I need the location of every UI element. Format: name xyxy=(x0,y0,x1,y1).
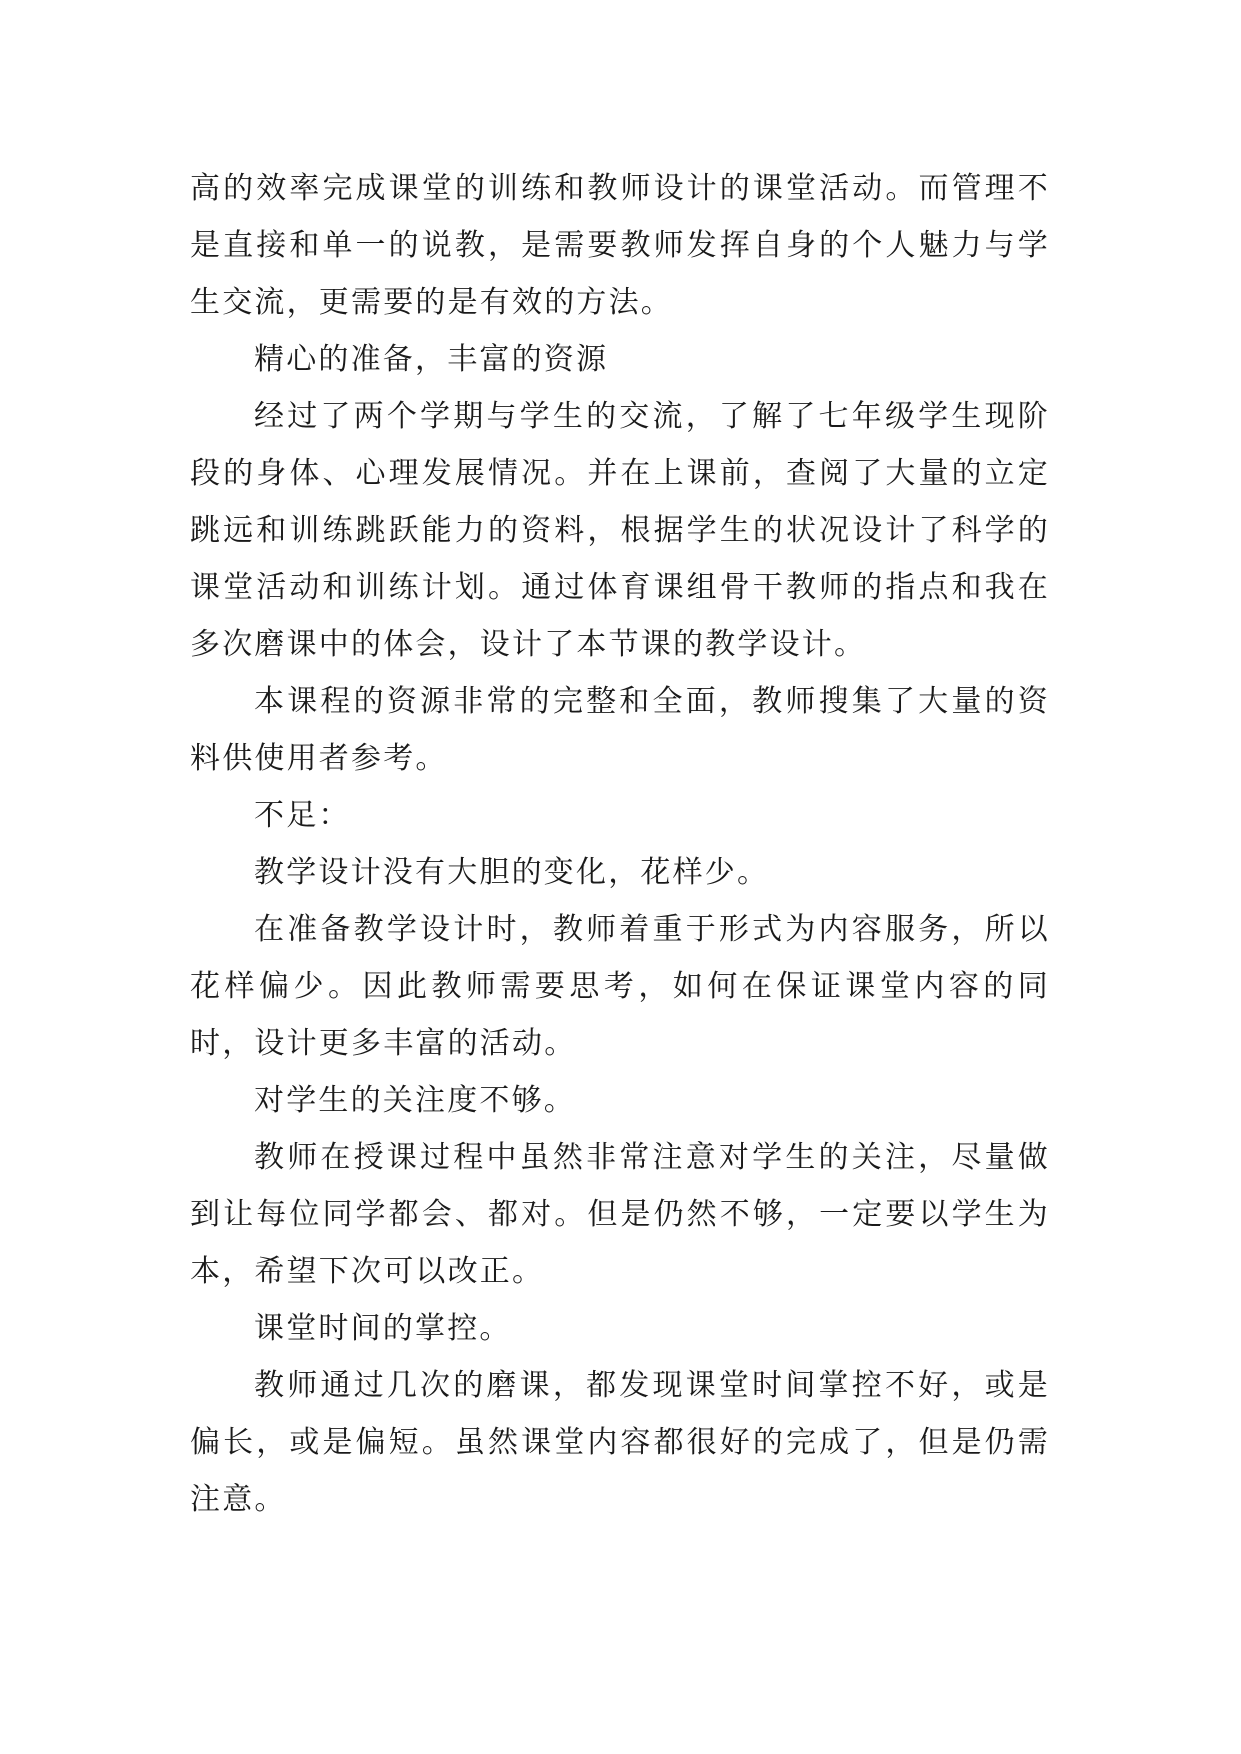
subheading-design: 教学设计没有大胆的变化，花样少。 xyxy=(254,855,770,890)
subheading-attention: 对学生的关注度不够。 xyxy=(254,1083,576,1118)
paragraph-time: 教师通过几次的磨课，都发现课堂时间掌控不好，或是偏长，或是偏短。虽然课堂内容都很好的完成了，但是仍需注意。 xyxy=(190,1368,1050,1517)
paragraph-continuation: 高的效率完成课堂的训练和教师设计的课堂活动。而管理不是直接和单一的说教，是需要教师发挥自身的个人魅力与学生交流，更需要的是有效的方法。 xyxy=(190,171,1050,320)
subheading-time: 课堂时间的掌控。 xyxy=(254,1311,512,1346)
paragraph-attention: 教师在授课过程中虽然非常注意对学生的关注，尽量做到让每位同学都会、都对。但是仍然不够，一定要以学生为本，希望下次可以改正。 xyxy=(190,1140,1050,1289)
paragraph-resources: 本课程的资源非常的完整和全面，教师搜集了大量的资料供使用者参考。 xyxy=(190,684,1050,776)
section-heading-shortcomings: 不足： xyxy=(254,798,351,833)
document-body xyxy=(190,160,1050,1528)
section-heading-preparation: 精心的准备，丰富的资源 xyxy=(254,342,609,377)
paragraph-design: 在准备教学设计时，教师着重于形式为内容服务，所以花样偏少。因此教师需要思考，如何在保证课堂内容的同时，设计更多丰富的活动。 xyxy=(190,912,1050,1061)
paragraph-preparation: 经过了两个学期与学生的交流，了解了七年级学生现阶段的身体、心理发展情况。并在上课前，查阅了大量的立定跳远和训练跳跃能力的资料，根据学生的状况设计了科学的课堂活动和训练计划。通过体育课组骨干教师的指点和我在多次磨课中的体会，设计了本节课的教学设计。 xyxy=(190,399,1050,662)
